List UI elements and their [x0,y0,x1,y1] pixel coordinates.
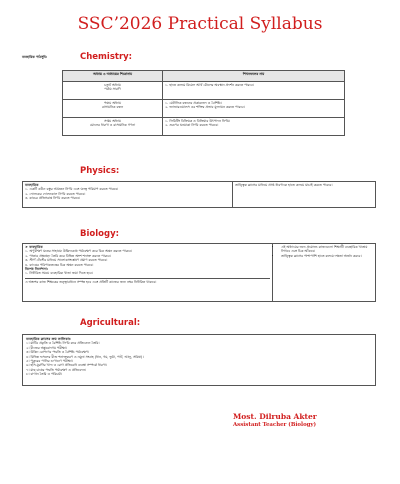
outcome-line: ২. ভ্যান্ডারওয়ালস এর শক্তির প্রভাব মূল্যায়ন করতে পারবে। [165,105,245,110]
physics-line: ২. দোলকের দোলনকাল নির্ণয় করতে পারবে। [25,191,86,196]
biology-line: ২. পাতার প্রস্থচ্ছেদ তৈরি করে বিভিন্ন অংশ শনাক্ত করতে পারবে। [25,253,111,258]
physics-right-line: তাত্ত্বিক ক্লাসের মাধ্যমে প্রাপ্ত ধারণাকে হাতে কলমে যাচাই করতে পারবে। [235,183,333,187]
agricultural-line: ১। মাটির প্রকৃতি ও বৈশিষ্ট্য নির্ণয় করে প্রতিবেদন তৈরি। [26,341,100,346]
chapter-title: মোলের ধারণা ও রাসায়নিক গণনা [89,123,136,128]
chapter-no: সপ্তম অধ্যায় [104,119,121,123]
biology-table [22,243,376,302]
biology-line: ১. অণুবীক্ষণ যন্ত্রের সাহায্যে উদ্ভিদকোষ পর্যবেক্ষণ করে চিত্র অঙ্কন করতে পারবে। [25,249,133,254]
signature-role: Assistant Teacher (Biology) [233,422,317,428]
biology-left-title-text: ব্যবহারিক [29,245,43,249]
agricultural-line: ৮। বাগান তৈরি ও পরিচর্যা। [26,372,63,377]
chemistry-label-prefix: ব্যবহারিক পাঠসূচি: [22,55,48,59]
chapter-no: চতুর্থ অধ্যায় [104,83,121,87]
biology-right-line: • এই অধ্যায়ের জন্য প্রযোজ্য কাজগুলো শিক্ষার্থী ব্যবহারিক খাতায় লিখবে এবং চিত্র আঁকবে। [281,245,373,254]
biology-right-list [275,245,373,258]
agricultural-line: ৭। মাছ চাষের পদ্ধতি পর্যবেক্ষণ ও প্রতিবেদন। [26,367,87,372]
chemistry-row-chapter [63,100,163,118]
chapter-title: রাসায়নিক বন্ধন [101,105,124,110]
chemistry-row-outcomes [163,100,345,118]
chemistry-header-outcome: শিখনফলের নাম [163,71,345,82]
agricultural-line: ৪। বিভিন্ন ফসলের বীজ শনাক্তকরণ ও নমুনা সংগ্রহ (ধান, গম, ভুট্টা, পাট, আলু, সরিষা)। [26,354,144,359]
physics-line: ৩. কাচের প্রতিসরাঙ্ক নির্ণয় করতে পারবে। [25,196,81,201]
biology-left-cell [23,244,273,302]
chemistry-heading: Chemistry: [80,52,133,62]
agricultural-box [22,334,376,386]
outcome-line: ২. দ্রবণের ঘনমাত্রা নির্ণয় করতে পারবে। [165,123,219,128]
biology-right-cell [273,244,376,302]
agricultural-line: ৩। উদ্ভিদ রোপণের পদ্ধতি ও বৈশিষ্ট্য পর্যবেক্ষণ। [26,350,90,355]
chemistry-table [62,70,345,136]
physics-table [22,181,376,208]
physics-heading: Physics: [80,166,120,176]
agricultural-heading: Agricultural: [80,318,141,328]
physics-left-cell [23,182,233,208]
biology-line: ৪. ব্যাঙের পরিপাকতন্ত্রের চিত্র অঙ্কন করতে পারবে। [25,262,94,267]
agricultural-list-title: ব্যবহারিক ক্লাসের ক্রম তালিকাঃ [26,337,71,341]
biology-note-line: এ অংশের কাজ শিক্ষকের তত্ত্বাবধানে সম্পন্ন হবে এবং প্রতিটি কাজের জন্য নম্বর নির্ধারিত থাকবে। [25,278,270,284]
physics-right-cell [233,182,376,208]
chemistry-row-chapter [63,82,163,100]
chemistry-header-chapter: অধ্যায় ও অধ্যায়ের শিরোনাম [63,71,163,82]
agricultural-line: ৬। হাঁস-মুরগির খাদ্য ও রোগ প্রতিরোধ ব্যবস্থা সম্পর্কে ধারণা। [26,363,108,368]
agricultural-line: ৫। পুকুরের পানির গুণাগুণ পরীক্ষা। [26,359,73,364]
physics-left-title: ব্যবহারিক [25,183,39,187]
chemistry-row-outcomes [163,82,345,100]
chapter-title: পর্যায় সারণি [104,87,121,92]
chemistry-row-outcomes [163,118,345,136]
biology-heading: Biology: [80,229,120,239]
biology-sub-line: ১. নির্ধারিত সময়ে ব্যবহারিক খাতা জমা দিতে হবে। [25,271,93,276]
biology-line: ৩. স্টার্ণ টেস্টের মাধ্যমে সালোকসংশ্লেষণ প্রমাণ করতে পারবে। [25,258,108,263]
agricultural-line: ২। বীজের অঙ্কুরোদগম পরীক্ষা। [26,345,68,350]
physics-line: ১. একটি কঠিন বস্তুর আয়তন নির্ণয় এবং ঘনত্ব পরিমাপ করতে পারবে। [25,187,119,192]
outcome-line: ১. হাতে কলমে রিয়েল আর্থ মৌলের অবস্থান প্রদর্শন করতে পারবে। [165,83,254,87]
chapter-no: পঞ্চম অধ্যায় [103,101,122,105]
outcome-line: ১. লিমিটিং বিক্রিয়ক ও বিক্রিয়ার উৎপাদন নির্ণয়। [165,119,231,123]
biology-right-line: • তাত্ত্বিক ক্লাসের পাশাপাশি হাতে কলমে দক্ষতা অর্জন করবে। [281,254,373,258]
signature-name: Most. Dilruba Akter [233,412,317,421]
biology-left-title: ➤ ব্যবহারিক [25,245,43,249]
page-title: SSC’2026 Practical Syllabus [77,14,323,34]
biology-sub-title: বিশেষ নির্দেশনা: [25,267,49,272]
outcome-line: ১. মেটালিক বন্ধনের প্রকারভেদ ও বৈশিষ্ট্য। [165,101,222,105]
chemistry-row-chapter [63,118,163,136]
